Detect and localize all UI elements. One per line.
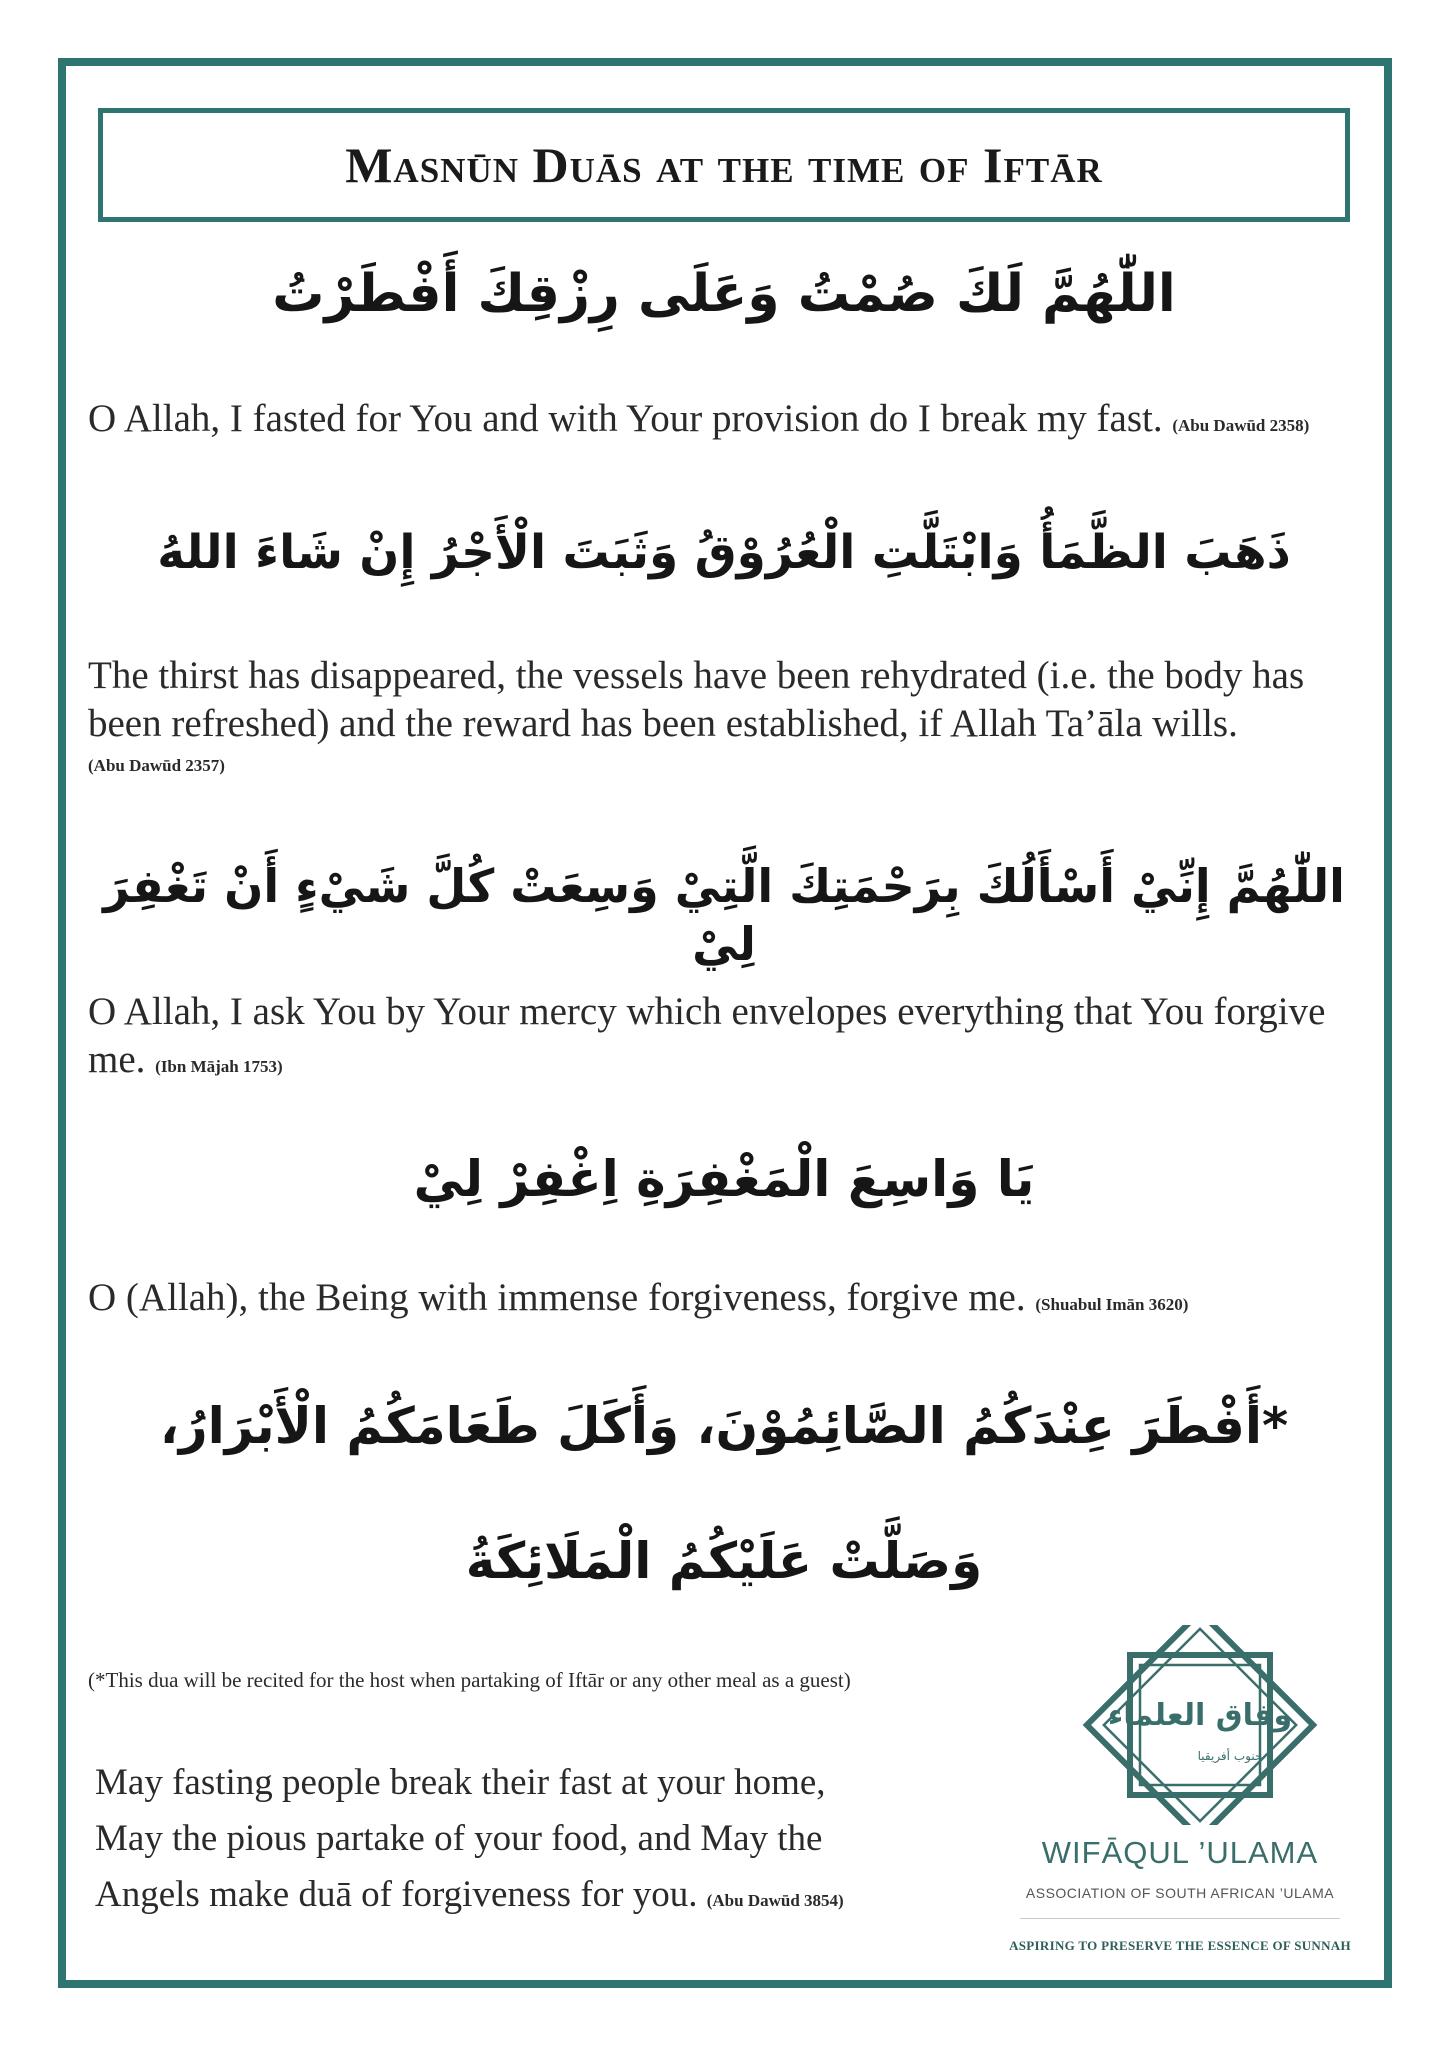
dua-4-translation-line (88, 1274, 1368, 1329)
title-box (98, 108, 1350, 222)
dua-5-translation-line-3: Angels make duā of forgiveness for you. (95, 1874, 698, 1915)
organization-subtitle: ASSOCIATION OF SOUTH AFRICAN ’ULAMA (1025, 1885, 1335, 1901)
dua-4-translation: O (Allah), the Being with immense forgiveness, forgive me. (88, 1276, 1026, 1319)
dua-3-reference: (Ibn Mājah 1753) (155, 1057, 283, 1076)
dua-1-arabic: اللّٰهُمَّ لَكَ صُمْتُ وَعَلَى رِزْقِكَ أَفْطَرْتُ (272, 264, 1176, 324)
dua-5-translation-line-2: May the pious partake of your food, and May the (95, 1818, 823, 1859)
dua-4-reference: (Shuabul Imān 3620) (1035, 1295, 1189, 1314)
organization-name: WIFĀQUL ’ULAMA (1041, 1835, 1319, 1870)
dua-5-arabic-line-1: *أَفْطَرَ عِنْدَكُمُ الصَّائِمُوْنَ، وَأَكَلَ طَعَامَكُمُ الْأَبْرَارُ، (159, 1397, 1289, 1455)
dua-5-translation-line-3-wrap (95, 1867, 995, 1929)
dua-5-translation-block (95, 1755, 995, 1929)
dua-2-translation: The thirst has disappeared, the vessels have been rehydrated (i.e. the body has been refreshed) and the reward has been established, if Allah Ta’āla wills. (88, 654, 1305, 745)
dua-3-arabic: اللّٰهُمَّ إِنِّيْ أَسْأَلُكَ بِرَحْمَتِكَ الَّتِيْ وَسِعَتْ كُلَّ شَيْءٍ أَنْ تَغْفِرَ لِيْ (103, 859, 1345, 971)
dua-3-translation: O Allah, I ask You by Your mercy which envelopes everything that You forgive me. (88, 990, 1326, 1081)
organization-tagline: ASPIRING TO PRESERVE THE ESSENCE OF SUNNAH (1009, 1938, 1351, 1953)
dua-2-reference: (Abu Dawūd 2357) (88, 756, 225, 775)
dua-1-reference: (Abu Dawūd 2358) (1172, 416, 1310, 435)
dua-5-translation-line-1: May fasting people break their fast at your home, (95, 1762, 826, 1803)
dua-5-arabic-line-2: وَصَلَّتْ عَلَيْكُمُ الْمَلَائِكَةُ (465, 1532, 983, 1590)
dua-2-arabic: ذَهَبَ الظَّمَأُ وَابْتَلَّتِ الْعُرُوْقُ وَثَبَتَ الْأَجْرُ إِنْ شَاءَ اللهُ (157, 525, 1291, 580)
page-title: Masnūn Duās at the time of Iftār (345, 137, 1103, 193)
logo-arabic-text: وفاق العلماء (1107, 1698, 1293, 1733)
logo-arabic-subtext: جنوب أفريقيا (1197, 1749, 1263, 1763)
dua-3-translation-block (88, 988, 1363, 1091)
organization-divider (1020, 1918, 1340, 1919)
dua-1-translation-line (88, 395, 1368, 450)
dua-4-arabic: يَا وَاسِعَ الْمَغْفِرَةِ اِغْفِرْ لِيْ (413, 1150, 1035, 1208)
dua-1-translation: O Allah, I fasted for You and with Your provision do I break my fast. (88, 397, 1163, 440)
dua-5-note: (*This dua will be recited for the host when partaking of Iftār or any other meal as a guest) (88, 1668, 851, 1692)
organization-logo (1060, 1625, 1340, 1825)
dua-5-reference: (Abu Dawūd 3854) (706, 1891, 844, 1910)
